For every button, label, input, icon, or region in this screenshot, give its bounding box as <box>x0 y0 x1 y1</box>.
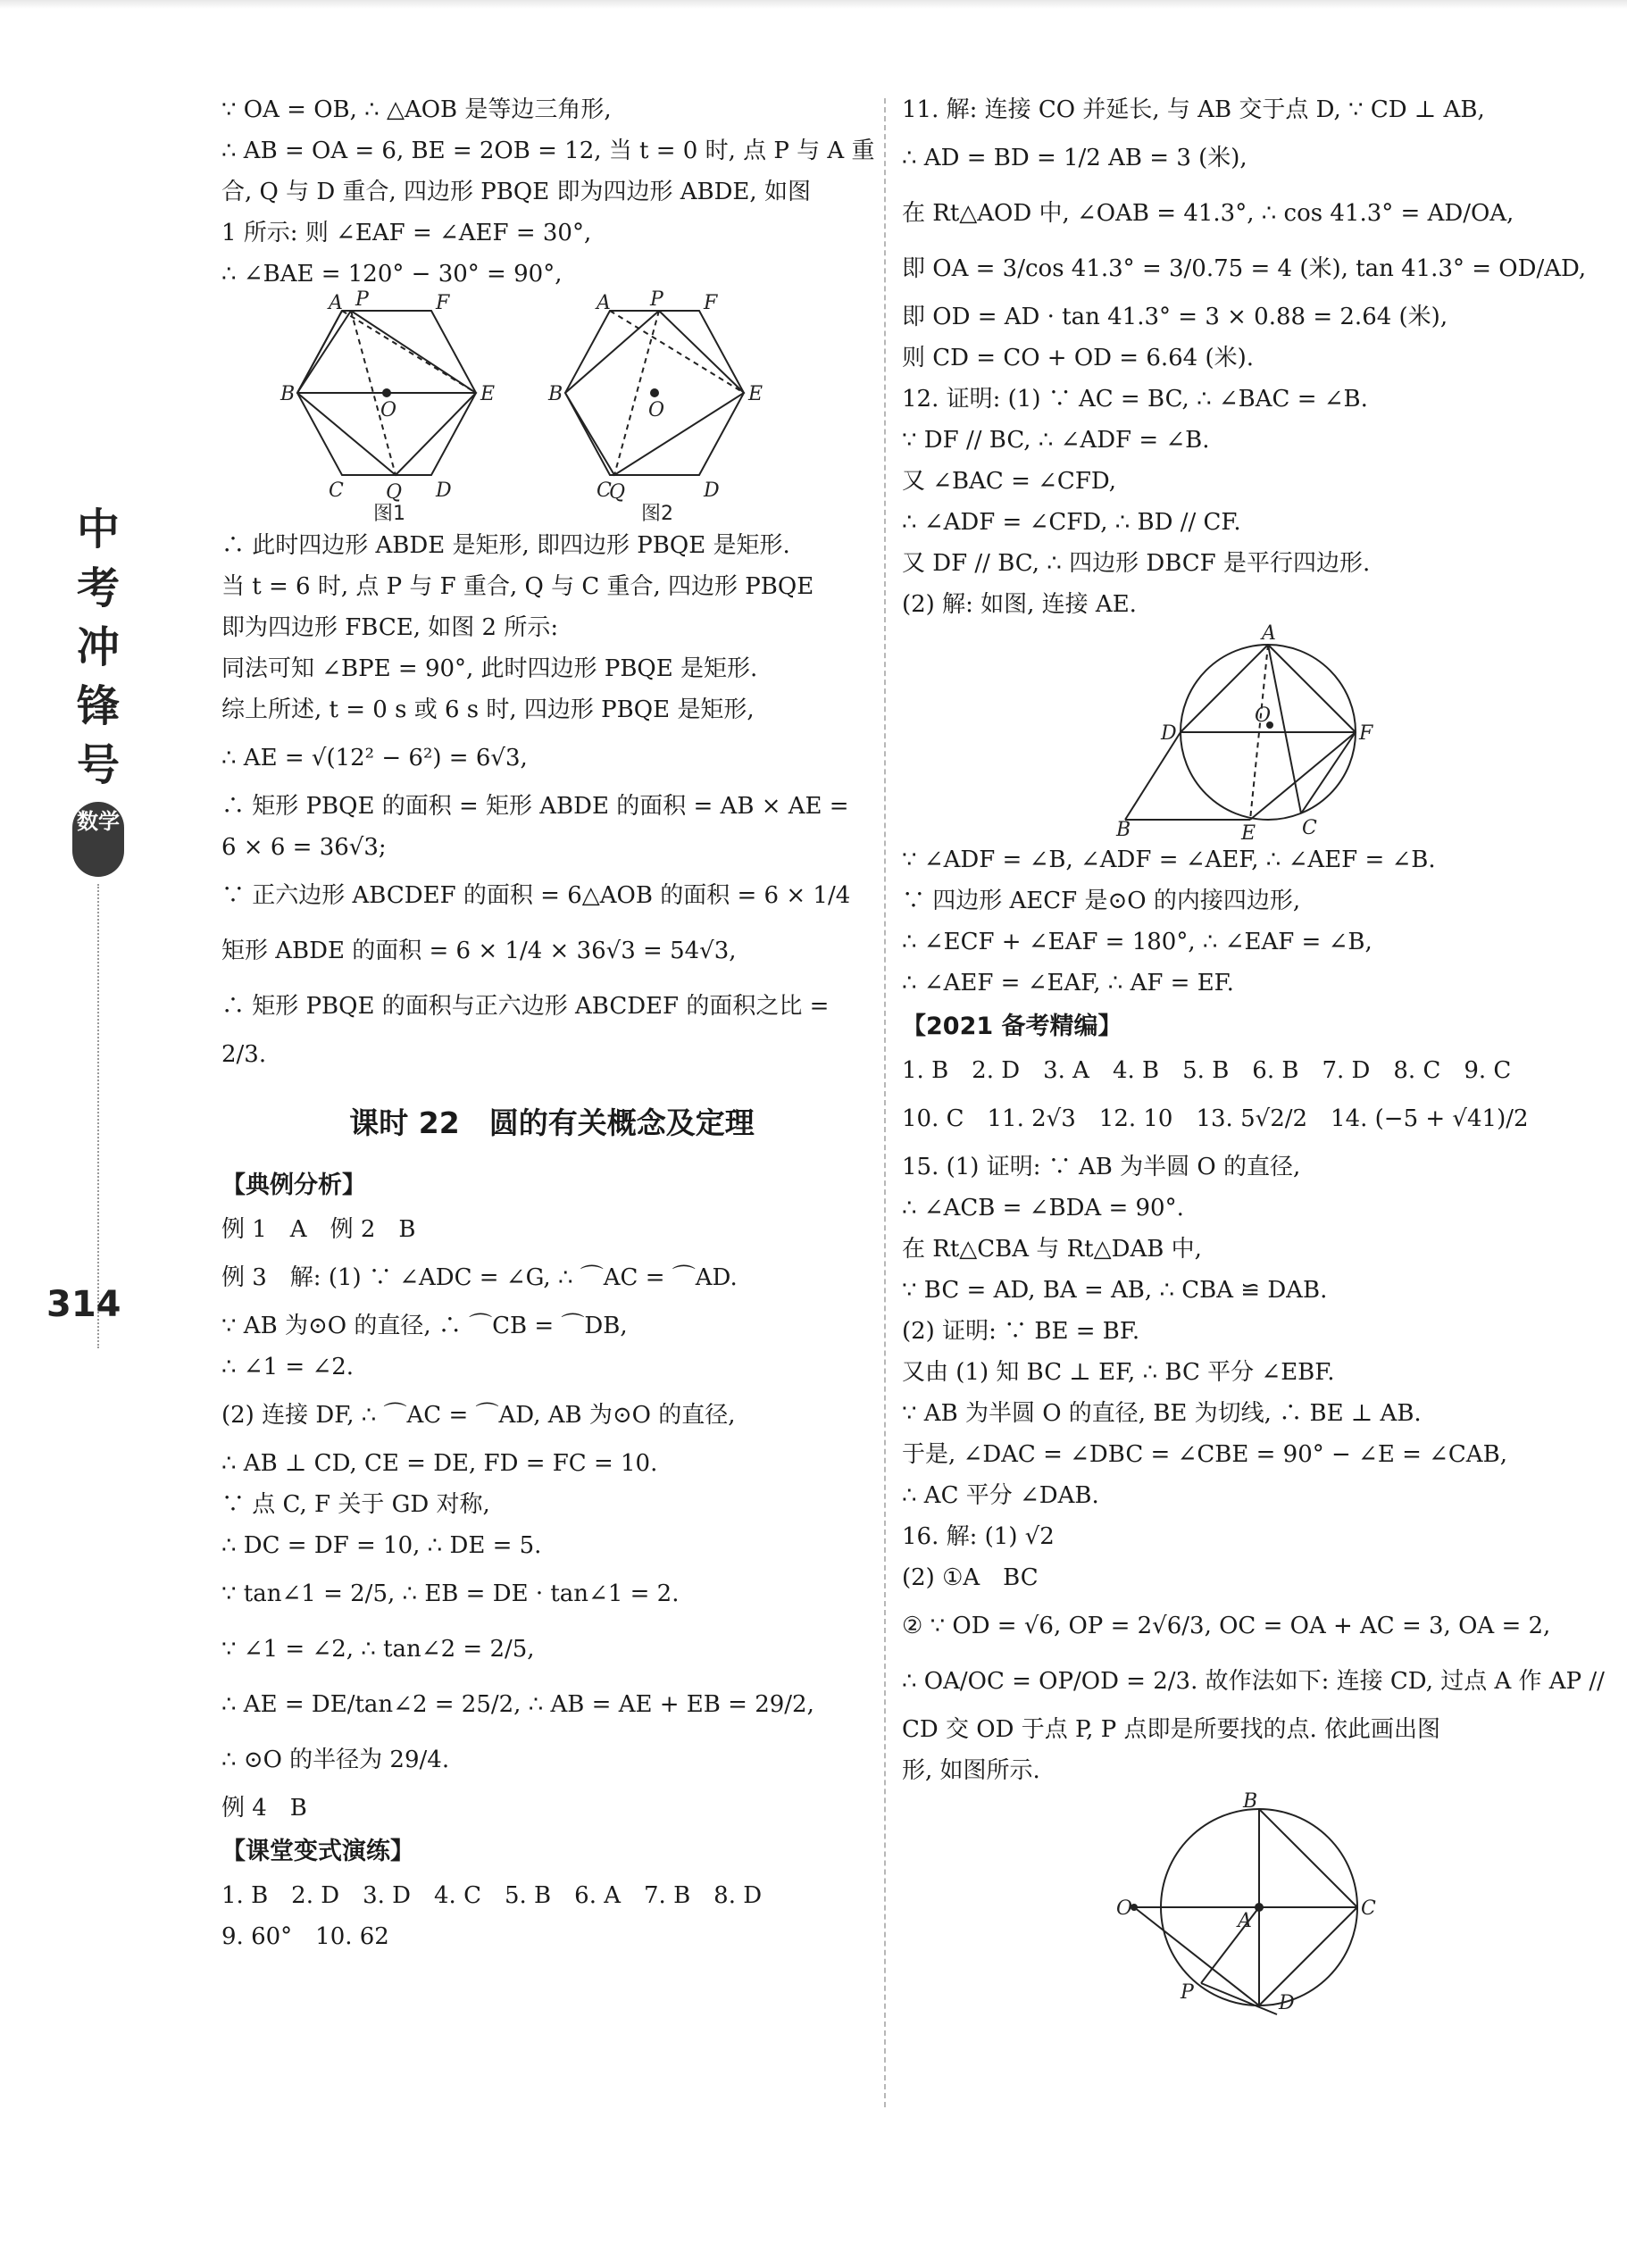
text-line: 例 4 B <box>221 1795 307 1822</box>
text-line: ∴ ∠ACB = ∠BDA = 90°. <box>902 1195 1184 1222</box>
fig-label: O <box>1116 1897 1133 1920</box>
text-line: 综上所述, t = 0 s 或 6 s 时, 四边形 PBQE 是矩形, <box>221 696 755 723</box>
left-column <box>221 89 882 1957</box>
text-line: 于是, ∠DAC = ∠DBC = ∠CBE = 90° − ∠E = ∠CAB, <box>902 1441 1507 1468</box>
text-line: ∴ ∠AEF = ∠EAF, ∴ AF = EF. <box>902 970 1234 996</box>
text-line: ∴ ⊙O 的半径为 29/4. <box>221 1747 450 1773</box>
figure-2-caption: 图2 <box>641 503 673 525</box>
sidebar-char: 号 <box>76 740 120 790</box>
text-line: (2) 证明: ∵ BE = BF. <box>902 1318 1140 1345</box>
text-line: 则 CD = CO + OD = 6.64 (米). <box>902 345 1255 371</box>
text-line: ② ∵ OD = √6, OP = 2√6/3, OC = OA + AC = 3, OA = 2, <box>902 1613 1551 1639</box>
fig-label: C <box>1302 817 1317 839</box>
text-line: 12. 证明: (1) ∵ AC = BC, ∴ ∠BAC = ∠B. <box>902 386 1368 413</box>
left-lines-c <box>221 1209 882 1829</box>
text-line: ∵ 正六边形 ABCDEF 的面积 = 6△AOB 的面积 = 6 × 1/4 <box>221 882 851 909</box>
text-line: 1 所示: 则 ∠EAF = ∠AEF = 30°, <box>221 220 592 246</box>
fig-label: C <box>329 479 344 502</box>
text-line: 15. (1) 证明: ∵ AB 为半圆 O 的直径, <box>902 1154 1301 1180</box>
right-lines-a <box>902 89 1587 625</box>
fig-label: B <box>280 383 296 405</box>
left-lines-d <box>221 1875 882 1957</box>
text-line: ∴ OA/OC = OP/OD = 2/3. 故作法如下: 连接 CD, 过点 A 作 AP // <box>902 1668 1605 1695</box>
fig-label: A <box>1262 622 1276 645</box>
text-line: ∴ ∠1 = ∠2. <box>221 1354 355 1380</box>
text-line: (2) 解: 如图, 连接 AE. <box>902 591 1137 618</box>
fig-label: D <box>1161 722 1177 745</box>
text-line: 同法可知 ∠BPE = 90°, 此时四边形 PBQE 是矩形. <box>221 655 758 682</box>
text-line: ∵ AB 为⊙O 的直径, ∴ ⌒CB = ⌒DB, <box>221 1313 628 1339</box>
text-line: 在 Rt△CBA 与 Rt△DAB 中, <box>902 1236 1202 1263</box>
fig-label: O <box>1255 705 1272 727</box>
text-line: ∴ 此时四边形 ABDE 是矩形, 即四边形 PBQE 是矩形. <box>221 532 790 559</box>
fig-label: Q <box>386 481 403 504</box>
circle-figure-16 <box>1116 1791 1402 2014</box>
fig-label: E <box>748 383 763 405</box>
answer-line: 9. 60° 10. 62 <box>221 1923 389 1950</box>
text-line: 又由 (1) 知 BC ⊥ EF, ∴ BC 平分 ∠EBF. <box>902 1359 1335 1386</box>
sidebar-char: 考 <box>76 563 120 613</box>
fig-label: O <box>648 399 665 421</box>
text-line: ∵ tan∠1 = 2/5, ∴ EB = DE · tan∠1 = 2. <box>221 1580 680 1607</box>
sidebar-char: 锋 <box>76 681 120 731</box>
text-line: 又 DF // BC, ∴ 四边形 DBCF 是平行四边形. <box>902 550 1371 577</box>
text-line: 形, 如图所示. <box>902 1757 1040 1784</box>
fig-label: A <box>1238 1910 1252 1932</box>
text-line: (2) ①A BC <box>902 1564 1039 1591</box>
fig-label: B <box>1243 1790 1258 1813</box>
sidebar-char: 中 <box>76 504 120 554</box>
hexagon-figure-2 <box>565 311 744 475</box>
fig-label: P <box>1181 1981 1194 2004</box>
section-header: 【2021 备考精编】 <box>902 1013 1122 1040</box>
text-line: ∵ ∠1 = ∠2, ∴ tan∠2 = 2/5, <box>221 1636 535 1663</box>
fig-label: O <box>380 399 397 421</box>
text-line: 又 ∠BAC = ∠CFD, <box>902 468 1117 495</box>
text-line: ∴ AD = BD = 1/2 AB = 3 (米), <box>902 145 1247 171</box>
text-line: 矩形 ABDE 的面积 = 6 × 1/4 × 36√3 = 54√3, <box>221 938 737 964</box>
fig-label: A <box>597 292 611 314</box>
section-title: 课时 22 圆的有关概念及定理 <box>349 1105 755 1140</box>
text-line: 例 1 A 例 2 B <box>221 1216 416 1243</box>
text-line: 合, Q 与 D 重合, 四边形 PBQE 即为四边形 ABDE, 如图 <box>221 179 811 205</box>
right-column <box>902 89 1605 2014</box>
text-line: ∴ ∠ADF = ∠CFD, ∴ BD // CF. <box>902 509 1241 536</box>
section-header: 【课堂变式演练】 <box>221 1838 414 1865</box>
text-line: ∵ 四边形 AECF 是⊙O 的内接四边形, <box>902 888 1301 914</box>
text-line: 即为四边形 FBCE, 如图 2 所示: <box>221 614 559 641</box>
text-line: ∴ 矩形 PBQE 的面积与正六边形 ABCDEF 的面积之比 = <box>221 993 830 1020</box>
text-line: ∵ BC = AD, BA = AB, ∴ CBA ≌ DAB. <box>902 1277 1328 1304</box>
text-line: ∴ ∠ECF + ∠EAF = 180°, ∴ ∠EAF = ∠B, <box>902 929 1373 955</box>
subject-badge: 数学 <box>72 802 124 877</box>
fig-label: E <box>1241 822 1256 845</box>
right-lines-c <box>902 1050 1605 1791</box>
text-line: ∴ AE = DE/tan∠2 = 25/2, ∴ AB = AE + EB = 29/2, <box>221 1691 814 1718</box>
column-divider <box>884 98 886 2107</box>
fig-label: E <box>480 383 496 405</box>
circle-figure-12 <box>1116 622 1438 845</box>
text-line: 在 Rt△AOD 中, ∠OAB = 41.3°, ∴ cos 41.3° = AD/OA, <box>902 200 1514 227</box>
text-line: ∴ ∠BAE = 120° − 30° = 90°, <box>221 261 563 288</box>
fig-label: B <box>548 383 563 405</box>
fig-label: A <box>329 292 343 314</box>
fig-label: C <box>597 479 612 502</box>
text-line: ∴ AC 平分 ∠DAB. <box>902 1482 1099 1509</box>
fig-label: B <box>1116 819 1131 841</box>
text-line: CD 交 OD 于点 P, P 点即是所要找的点. 依此画出图 <box>902 1716 1441 1743</box>
figure-1-caption: 图1 <box>373 503 405 525</box>
sidebar-char: 冲 <box>76 622 120 672</box>
text-line: ∵ DF // BC, ∴ ∠ADF = ∠B. <box>902 427 1210 454</box>
fig-label: D <box>436 479 452 502</box>
answer-line: 10. C 11. 2√3 12. 10 13. 5√2/2 14. (−5 + √41)/2 <box>902 1105 1529 1132</box>
sidebar-dotted-line <box>97 884 99 1348</box>
right-lines-b <box>902 839 1518 1004</box>
answer-line: 1. B 2. D 3. A 4. B 5. B 6. B 7. D 8. C 9. C <box>902 1057 1512 1084</box>
fig-label: Q <box>609 481 626 504</box>
text-line: ∵ 点 C, F 关于 GD 对称, <box>221 1491 490 1518</box>
text-line: ∵ ∠ADF = ∠B, ∠ADF = ∠AEF, ∴ ∠AEF = ∠B. <box>902 846 1436 873</box>
text-line: ∴ 矩形 PBQE 的面积 = 矩形 ABDE 的面积 = AB × AE = <box>221 793 849 820</box>
left-lines-a <box>221 89 882 295</box>
book-sidebar <box>63 500 134 1348</box>
left-lines-b <box>221 525 882 1075</box>
text-line: 2/3. <box>221 1041 267 1068</box>
text-line: ∵ AB 为半圆 O 的直径, BE 为切线, ∴ BE ⊥ AB. <box>902 1400 1422 1427</box>
text-line: 例 3 解: (1) ∵ ∠ADC = ∠G, ∴ ⌒AC = ⌒AD. <box>221 1264 738 1291</box>
text-line: 16. 解: (1) √2 <box>902 1523 1055 1550</box>
fig-label: C <box>1361 1897 1376 1920</box>
text-line: 即 OD = AD · tan 41.3° = 3 × 0.88 = 2.64 (米), <box>902 304 1448 330</box>
fig-label: P <box>650 288 663 311</box>
hexagon-figure-1 <box>297 311 476 475</box>
fig-label: D <box>704 479 720 502</box>
fig-label: P <box>355 288 369 311</box>
fig-label: D <box>1279 1992 1295 2014</box>
text-line: 即 OA = 3/cos 41.3° = 3/0.75 = 4 (米), tan 41.3° = OD/AD, <box>902 255 1587 282</box>
answer-line: 1. B 2. D 3. D 4. C 5. B 6. A 7. B 8. D <box>221 1882 763 1909</box>
text-line: ∴ AE = √(12² − 6²) = 6√3, <box>221 745 528 771</box>
fig-label: F <box>1359 722 1373 745</box>
text-line: ∴ AB = OA = 6, BE = 2OB = 12, 当 t = 0 时, 点 P 与 A 重 <box>221 138 875 164</box>
text-line: (2) 连接 DF, ∴ ⌒AC = ⌒AD, AB 为⊙O 的直径, <box>221 1402 736 1429</box>
fig-label: F <box>436 292 450 314</box>
text-line: ∵ OA = OB, ∴ △AOB 是等边三角形, <box>221 96 612 123</box>
fig-label: F <box>704 292 718 314</box>
text-line: ∴ AB ⊥ CD, CE = DE, FD = FC = 10. <box>221 1450 658 1477</box>
section-header: 【典例分析】 <box>221 1172 366 1199</box>
text-line: 6 × 6 = 36√3; <box>221 834 387 861</box>
text-line: 当 t = 6 时, 点 P 与 F 重合, Q 与 C 重合, 四边形 PBQE <box>221 573 814 600</box>
text-line: ∴ DC = DF = 10, ∴ DE = 5. <box>221 1532 542 1559</box>
text-line: 11. 解: 连接 CO 并延长, 与 AB 交于点 D, ∵ CD ⊥ AB, <box>902 96 1485 123</box>
top-edge-shadow <box>0 0 1627 9</box>
hexagon-figures <box>280 288 829 525</box>
page-number: 314 <box>46 1284 121 1325</box>
